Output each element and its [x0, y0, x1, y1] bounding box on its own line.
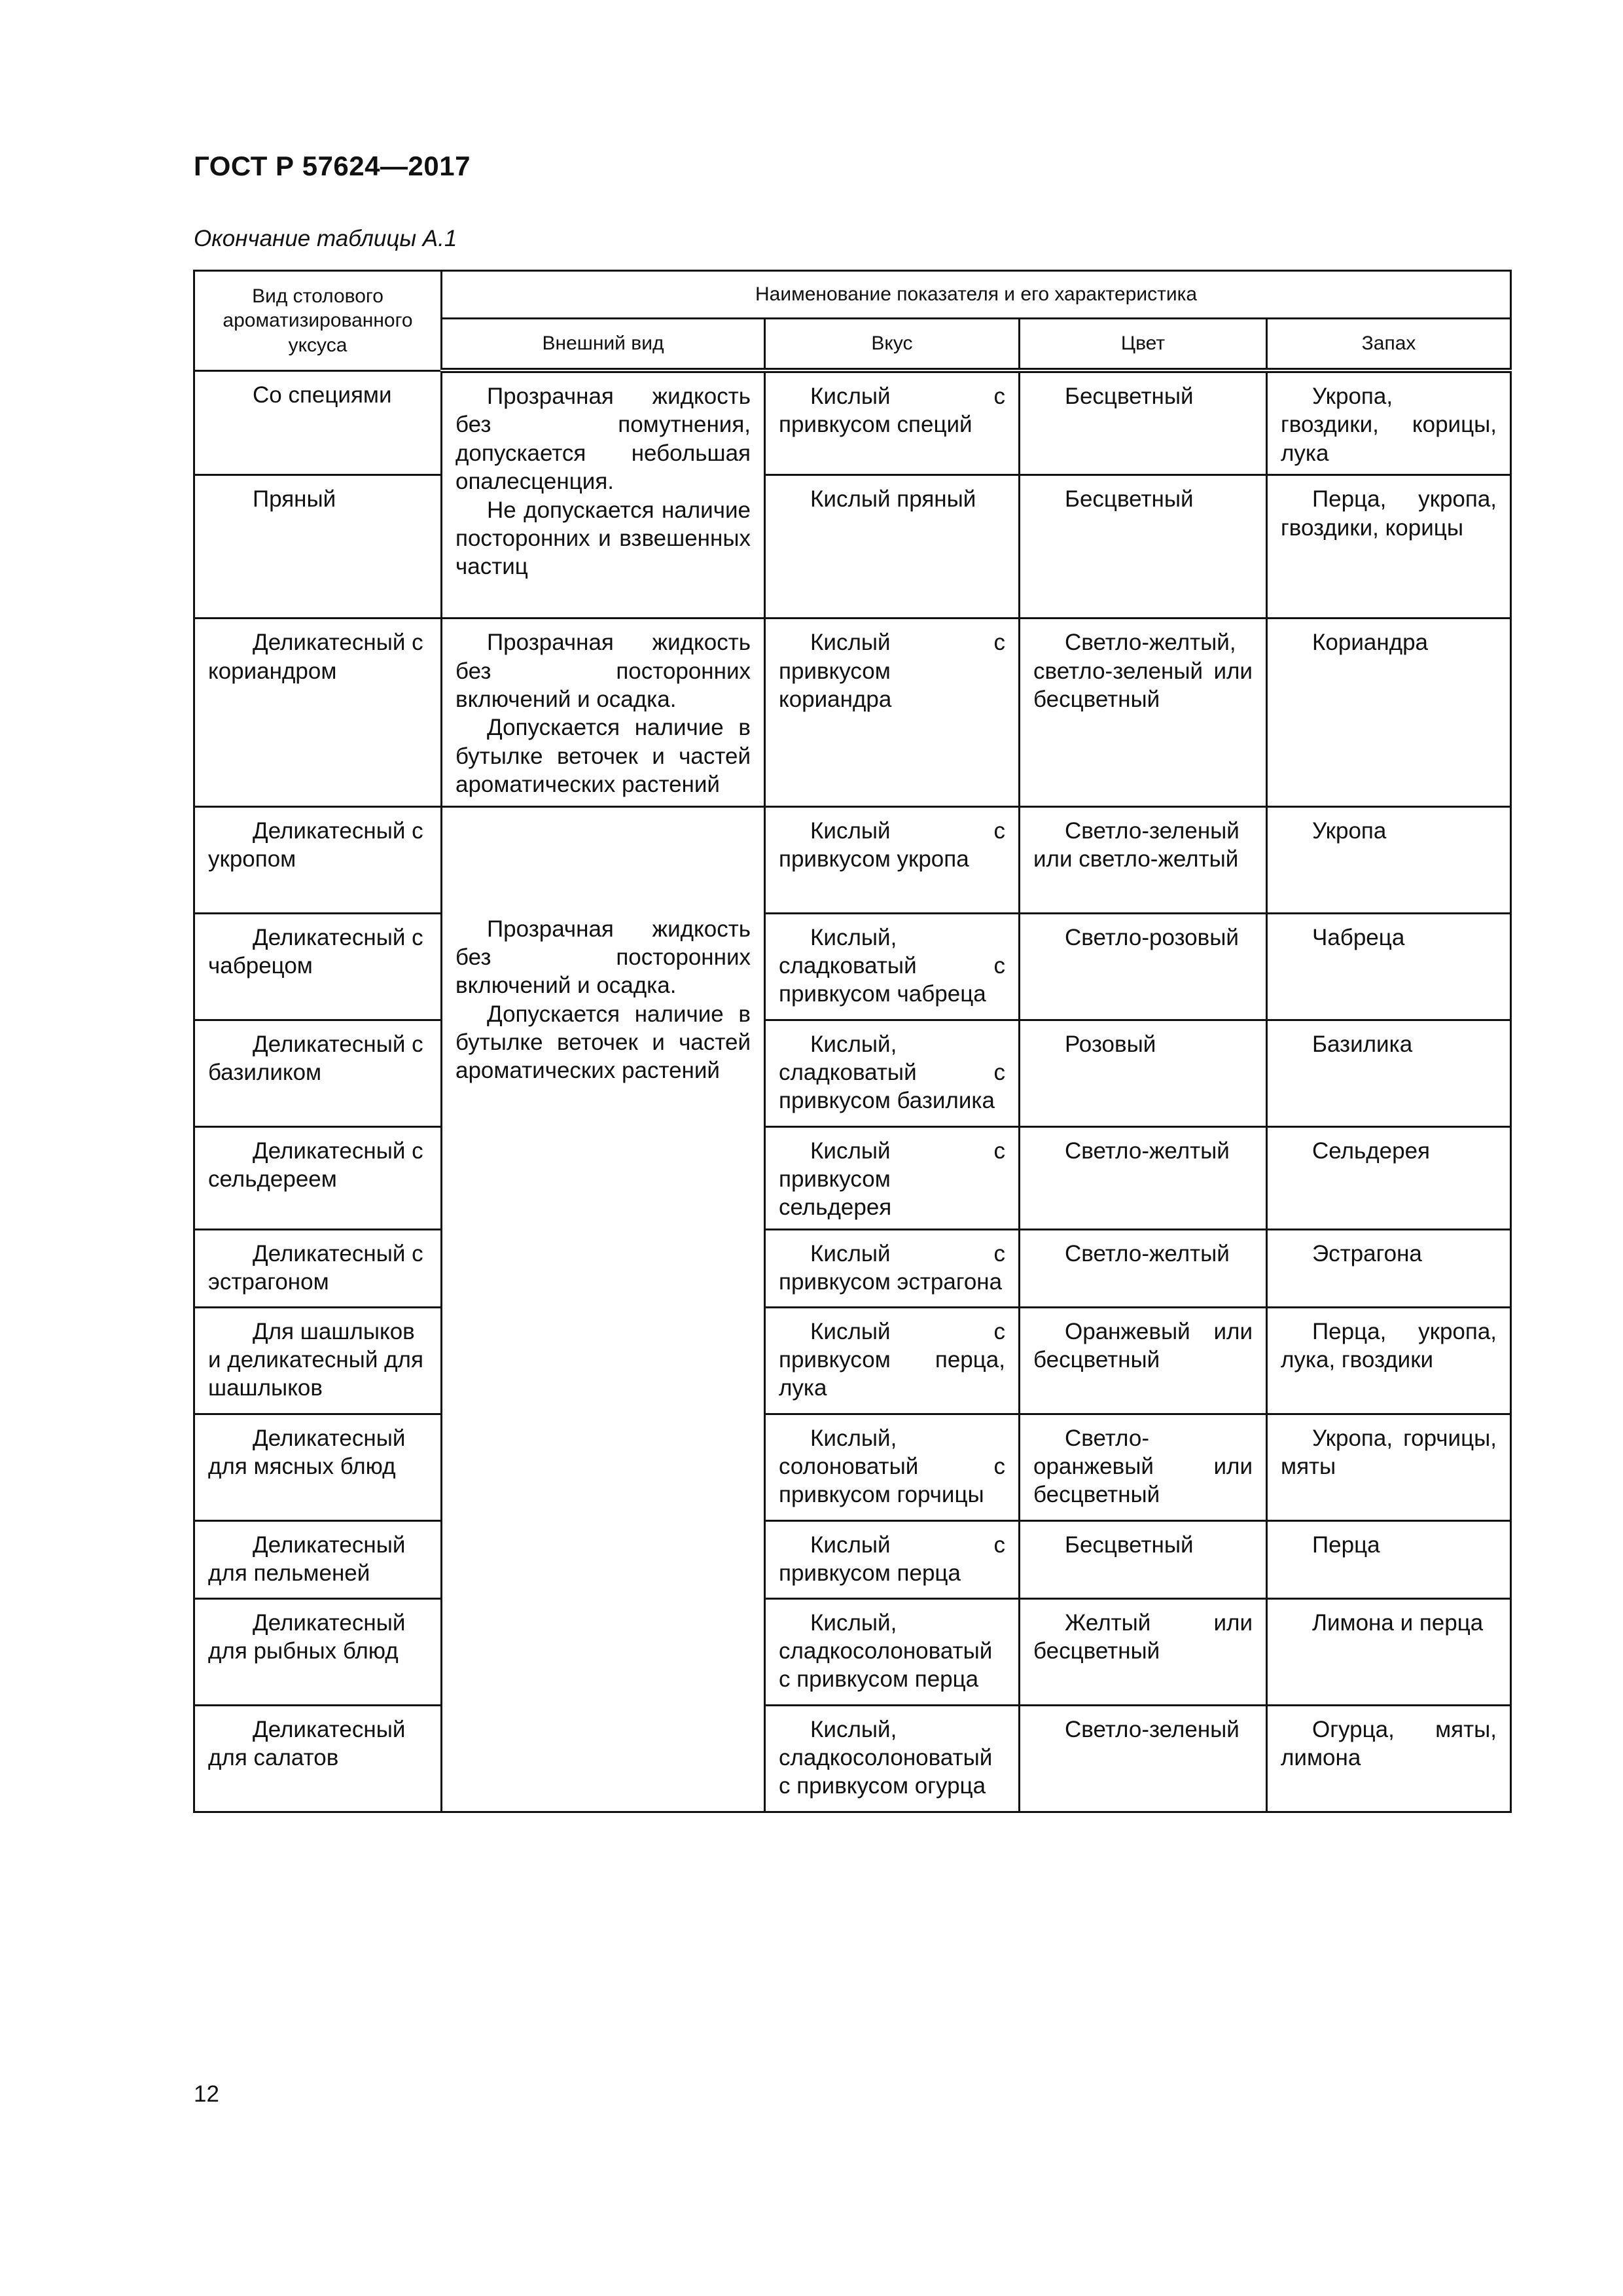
type-cell: Деликатесный с базиликом	[194, 1020, 442, 1126]
smell-cell: Перца, укропа, лука, гвоздики	[1267, 1307, 1511, 1414]
smell-cell: Базилика	[1267, 1020, 1511, 1126]
table-row	[194, 370, 1511, 475]
header-type: Вид столового ароматизированного уксуса	[194, 271, 442, 371]
color-cell: Бесцветный	[1020, 1520, 1267, 1598]
color-cell: Светло-желтый	[1020, 1229, 1267, 1307]
table-row	[194, 1126, 1511, 1229]
taste-cell: Кислый с привкусом укропа	[765, 806, 1020, 913]
appearance-paragraph: Прозрачная жидкость без посторонних включений и осадка.	[455, 630, 751, 712]
taste-cell: Кислый с привкусом эстрагона	[765, 1229, 1020, 1307]
header-appearance: Внешний вид	[442, 319, 765, 371]
appearance-cell	[442, 806, 765, 1812]
color-cell: Светло-желтый, светло-зеленый или бесцветный	[1020, 619, 1267, 806]
table-row	[194, 913, 1511, 1020]
header-indicator-group: Наименование показателя и его характеристика	[442, 271, 1511, 319]
table-row	[194, 1705, 1511, 1812]
appearance-cell	[442, 370, 765, 619]
taste-cell: Кислый с привкусом сельдерея	[765, 1126, 1020, 1229]
appearance-paragraph: Допускается наличие в бутылке веточек и частей ароматических растений	[455, 715, 751, 798]
appearance-paragraph: Допускается наличие в бутылке веточек и частей ароматических растений	[455, 1001, 751, 1084]
taste-cell: Кислый, солоноватый с привкусом горчицы	[765, 1414, 1020, 1520]
type-cell: Деликатесный с сельдереем	[194, 1126, 442, 1229]
type-cell: Деликатесный с кориандром	[194, 619, 442, 806]
smell-cell: Чабреца	[1267, 913, 1511, 1020]
smell-cell: Эстрагона	[1267, 1229, 1511, 1307]
color-cell: Бесцветный	[1020, 475, 1267, 619]
smell-cell: Перца, укропа, гвоздики, корицы	[1267, 475, 1511, 619]
smell-cell: Сельдерея	[1267, 1126, 1511, 1229]
smell-cell: Перца	[1267, 1520, 1511, 1598]
table-row	[194, 1414, 1511, 1520]
type-cell: Деликатесный для рыбных блюд	[194, 1598, 442, 1705]
color-cell: Светло-розовый	[1020, 913, 1267, 1020]
type-cell: Пряный	[194, 475, 442, 619]
table-row	[194, 619, 1511, 806]
taste-cell: Кислый, сладкосолоноватый с привкусом огурца	[765, 1705, 1020, 1812]
type-cell: Для шашлыков и деликатесный для шашлыков	[194, 1307, 442, 1414]
smell-cell: Укропа, гвоздики, корицы, лука	[1267, 370, 1511, 475]
taste-cell: Кислый, сладковатый с привкусом чабреца	[765, 913, 1020, 1020]
taste-cell: Кислый с привкусом перца	[765, 1520, 1020, 1598]
taste-cell: Кислый с привкусом специй	[765, 370, 1020, 475]
table-row	[194, 1520, 1511, 1598]
type-cell: Деликатесный для салатов	[194, 1705, 442, 1812]
smell-cell: Укропа, горчицы, мяты	[1267, 1414, 1511, 1520]
document-header: ГОСТ Р 57624—2017	[194, 151, 471, 181]
type-cell: Деликатесный для пельменей	[194, 1520, 442, 1598]
table-row	[194, 1307, 1511, 1414]
taste-cell: Кислый с привкусом перца, лука	[765, 1307, 1020, 1414]
appearance-paragraph: Прозрачная жидкость без помутнения, допускается небольшая опалесценция.	[455, 384, 751, 495]
table-row	[194, 1020, 1511, 1126]
table-row	[194, 1598, 1511, 1705]
color-cell: Розовый	[1020, 1020, 1267, 1126]
table-row	[194, 475, 1511, 619]
taste-cell: Кислый с привкусом кориандра	[765, 619, 1020, 806]
type-cell: Деликатесный с эстрагоном	[194, 1229, 442, 1307]
table-row	[194, 1229, 1511, 1307]
header-color: Цвет	[1020, 319, 1267, 371]
smell-cell: Укропа	[1267, 806, 1511, 913]
color-cell: Светло-желтый	[1020, 1126, 1267, 1229]
header-smell: Запах	[1267, 319, 1511, 371]
spec-table	[193, 270, 1512, 1813]
color-cell: Желтый или бесцветный	[1020, 1598, 1267, 1705]
color-cell: Бесцветный	[1020, 370, 1267, 475]
color-cell: Светло-зеленый или светло-желтый	[1020, 806, 1267, 913]
header-taste: Вкус	[765, 319, 1020, 371]
smell-cell: Кориандра	[1267, 619, 1511, 806]
color-cell: Оранжевый или бесцветный	[1020, 1307, 1267, 1414]
page-number: 12	[194, 2081, 219, 2107]
color-cell: Светло-зеленый	[1020, 1705, 1267, 1812]
taste-cell: Кислый пряный	[765, 475, 1020, 619]
taste-cell: Кислый, сладкосолоноватый с привкусом перца	[765, 1598, 1020, 1705]
type-cell: Деликатесный с чабрецом	[194, 913, 442, 1020]
table-caption: Окончание таблицы А.1	[194, 226, 457, 251]
appearance-paragraph: Не допускается наличие посторонних и взвешенных частиц	[455, 497, 751, 580]
smell-cell: Лимона и перца	[1267, 1598, 1511, 1705]
table-row	[194, 806, 1511, 913]
type-cell: Деликатесный с укропом	[194, 806, 442, 913]
appearance-paragraph: Прозрачная жидкость без посторонних включений и осадка.	[455, 916, 751, 999]
smell-cell: Огурца, мяты, лимона	[1267, 1705, 1511, 1812]
appearance-cell	[442, 619, 765, 806]
type-cell: Со специями	[194, 370, 442, 475]
type-cell: Деликатесный для мясных блюд	[194, 1414, 442, 1520]
color-cell: Светло-оранжевый или бесцветный	[1020, 1414, 1267, 1520]
taste-cell: Кислый, сладковатый с привкусом базилика	[765, 1020, 1020, 1126]
